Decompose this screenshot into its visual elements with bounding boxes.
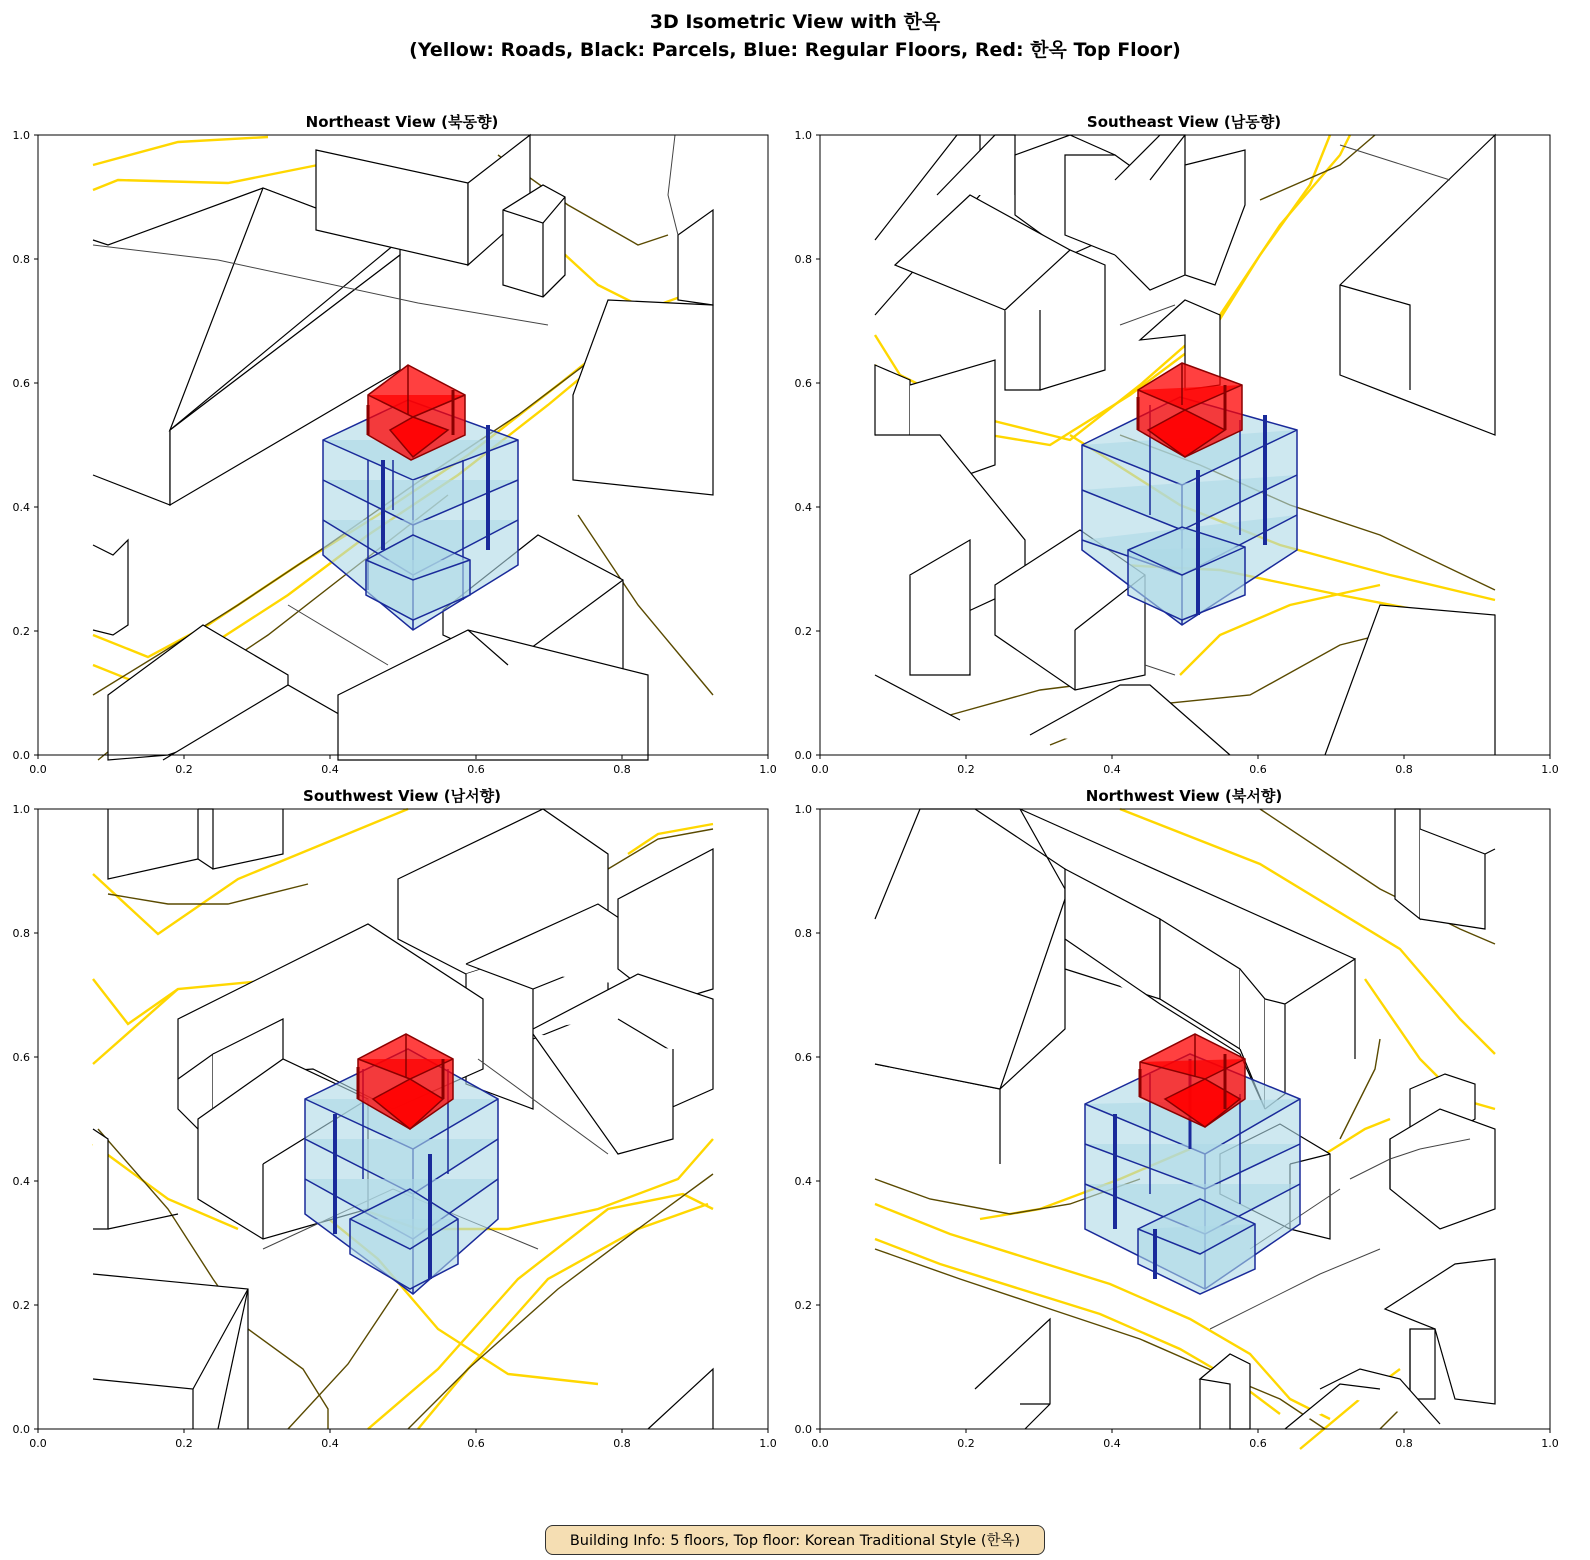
x-ticks-northwest (811, 1429, 1559, 1450)
y-ticks-northeast (13, 130, 39, 762)
y-tick-label: 0.0 (794, 1423, 812, 1436)
y-tick-label: 0.8 (794, 927, 812, 940)
y-tick-label: 1.0 (12, 130, 30, 142)
y-tick-label: 0.8 (12, 253, 30, 266)
x-ticks-southeast (811, 755, 1559, 776)
y-tick-label: 0.0 (794, 749, 812, 762)
panel-title-southeast: Southeast View (남동향) (1086, 113, 1282, 131)
panel-southwest (0, 804, 790, 1464)
y-tick-label: 1.0 (794, 130, 812, 142)
y-tick-label: 0.6 (12, 1051, 30, 1064)
building-info-box: Building Info: 5 floors, Top floor: Korean Traditional Style (한옥) (545, 1525, 1045, 1555)
y-tick-label: 0.2 (794, 625, 812, 638)
x-tick-label: 0.6 (1249, 1437, 1267, 1450)
x-tick-label: 0.0 (811, 763, 829, 776)
x-tick-label: 0.4 (1103, 763, 1121, 776)
y-tick-label: 0.4 (794, 1175, 812, 1188)
x-tick-label: 0.4 (321, 1437, 339, 1450)
panel-northwest (782, 804, 1572, 1464)
y-ticks-northwest (795, 804, 821, 1436)
figure-title: 3D Isometric View with 한옥 (649, 11, 941, 33)
y-tick-label: 0.8 (12, 927, 30, 940)
x-tick-label: 1.0 (759, 1437, 777, 1450)
y-tick-label: 0.6 (12, 377, 30, 390)
x-tick-label: 0.2 (957, 763, 975, 776)
figure-subtitle: (Yellow: Roads, Black: Parcels, Blue: Regular Floors, Red: 한옥 Top Floor) (409, 39, 1181, 61)
y-tick-label: 0.2 (12, 1299, 30, 1312)
x-tick-label: 0.8 (1395, 1437, 1413, 1450)
y-tick-label: 0.4 (12, 1175, 30, 1188)
x-tick-label: 0.0 (811, 1437, 829, 1450)
panel-southeast (782, 130, 1572, 790)
x-tick-label: 0.2 (175, 763, 193, 776)
x-tick-label: 1.0 (1541, 763, 1559, 776)
y-tick-label: 0.6 (794, 377, 812, 390)
panel-title-northwest: Northwest View (북서향) (1085, 787, 1283, 805)
x-tick-label: 0.8 (613, 1437, 631, 1450)
y-tick-label: 0.6 (794, 1051, 812, 1064)
y-tick-label: 1.0 (12, 804, 30, 816)
x-tick-label: 1.0 (759, 763, 777, 776)
x-tick-label: 0.8 (1395, 763, 1413, 776)
y-tick-label: 0.2 (12, 625, 30, 638)
y-tick-label: 1.0 (794, 804, 812, 816)
x-tick-label: 0.2 (175, 1437, 193, 1450)
x-tick-label: 0.6 (467, 763, 485, 776)
panel-title-northeast: Northeast View (북동향) (305, 113, 499, 131)
x-tick-label: 0.2 (957, 1437, 975, 1450)
x-tick-label: 1.0 (1541, 1437, 1559, 1450)
x-ticks-southwest (29, 1429, 777, 1450)
x-tick-label: 0.6 (1249, 763, 1267, 776)
x-tick-label: 0.4 (1103, 1437, 1121, 1450)
y-tick-label: 0.4 (12, 501, 30, 514)
panel-title-southwest: Southwest View (남서향) (303, 787, 501, 805)
x-tick-label: 0.6 (467, 1437, 485, 1450)
y-ticks-southwest (13, 804, 39, 1436)
x-tick-label: 0.0 (29, 763, 47, 776)
x-tick-label: 0.0 (29, 1437, 47, 1450)
x-tick-label: 0.4 (321, 763, 339, 776)
x-tick-label: 0.8 (613, 763, 631, 776)
panel-northeast (0, 130, 790, 790)
y-tick-label: 0.0 (12, 1423, 30, 1436)
y-tick-label: 0.2 (794, 1299, 812, 1312)
y-tick-label: 0.4 (794, 501, 812, 514)
y-tick-label: 0.0 (12, 749, 30, 762)
y-ticks-southeast (795, 130, 821, 762)
y-tick-label: 0.8 (794, 253, 812, 266)
